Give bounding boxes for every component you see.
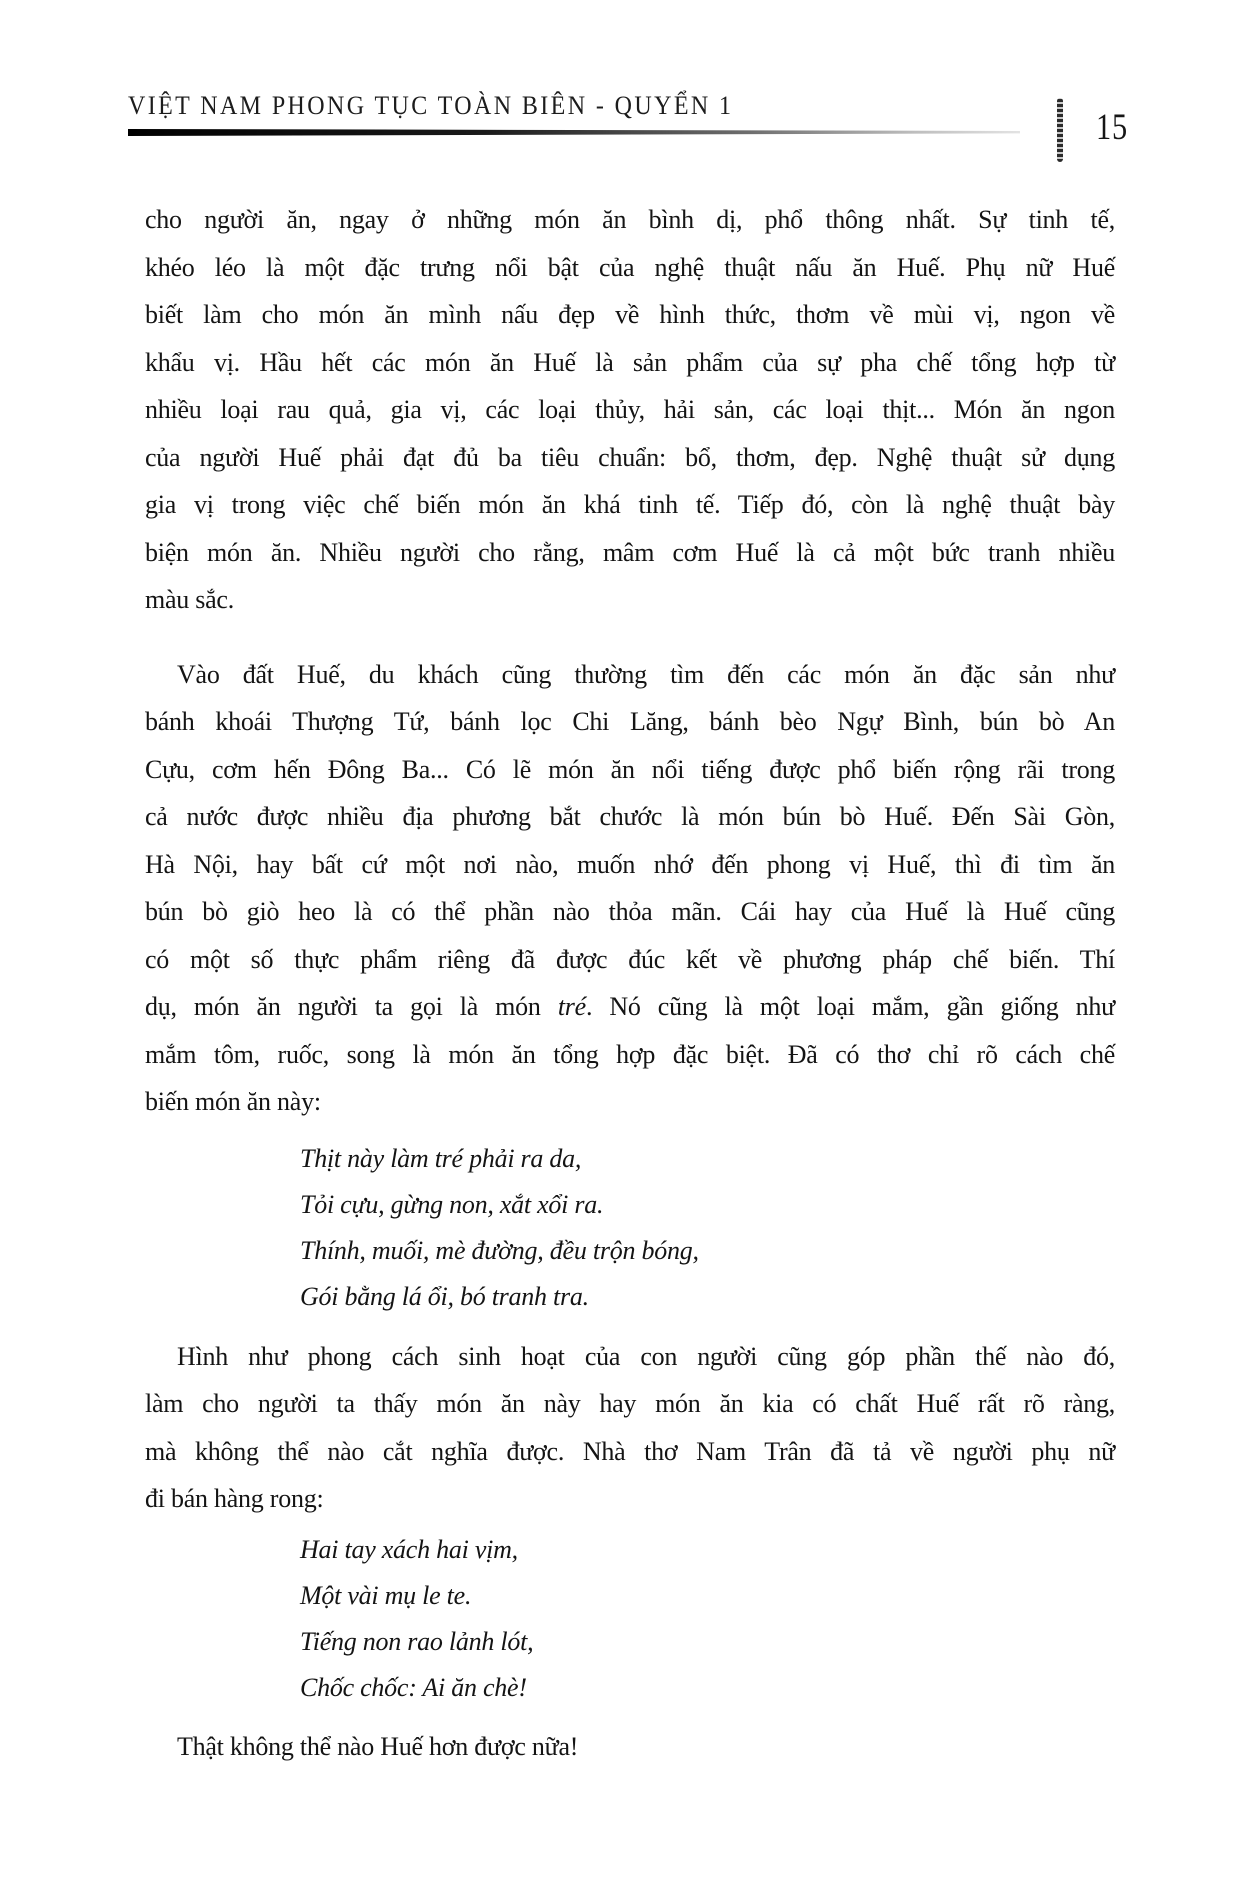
text-line	[145, 983, 1115, 1031]
text-line: cho người ăn, ngay ở những món ăn bình dị, phổ thông nhất. Sự tinh tế,	[145, 205, 1115, 234]
text-line: gia vị trong việc chế biến món ăn khá tinh tế. Tiếp đó, còn là nghệ thuật bày	[145, 490, 1115, 519]
text-line: mà không thể nào cắt nghĩa được. Nhà thơ Nam Trân đã tả về người phụ nữ	[145, 1436, 1115, 1466]
text-line: Tiếng non rao lảnh lót,	[300, 1626, 534, 1656]
poem-tre-recipe	[145, 1136, 1115, 1320]
text-line: biện món ăn. Nhiều người cho rằng, mâm cơm Huế là cả một bức tranh nhiều	[145, 537, 1115, 567]
paragraph-continuation	[145, 196, 1115, 624]
text-line: mắm tôm, ruốc, song là món ăn tổng hợp đặc biệt. Đã có thơ chỉ rõ cách chế	[145, 1039, 1115, 1069]
paragraph	[145, 651, 1115, 1126]
text-line: biết làm cho món ăn mình nấu đẹp về hình thức, thơm về mùi vị, ngon về	[145, 300, 1115, 329]
paragraph	[145, 1333, 1115, 1523]
text-segment: . Nó cũng là một loại mắm, gần giống như	[585, 992, 1115, 1021]
text-line: đi bán hàng rong:	[145, 1484, 324, 1513]
page-number: 15	[1096, 107, 1128, 148]
text-line: Thính, muối, mè đường, đều trộn bóng,	[300, 1235, 699, 1265]
italic-term: tré	[557, 992, 586, 1021]
text-line: nhiều loại rau quả, gia vị, các loại thủy, hải sản, các loại thịt... Món ăn ngon	[145, 395, 1115, 424]
text-line: Gói bằng lá ổi, bó tranh tra.	[300, 1281, 589, 1311]
text-line: màu sắc.	[145, 585, 234, 614]
text-line: Chốc chốc: Ai ăn chè!	[300, 1672, 527, 1702]
closing-paragraph	[145, 1723, 1115, 1771]
text-line: biến món ăn này:	[145, 1087, 321, 1116]
text-line: có một số thực phẩm riêng đã được đúc kết về phương pháp chế biến. Thí	[145, 944, 1115, 974]
text-segment: dụ, món ăn người ta gọi là món	[145, 992, 558, 1021]
text-line: Tỏi cựu, gừng non, xắt xổi ra.	[300, 1189, 604, 1219]
text-line: Hình như phong cách sinh hoạt của con người cũng góp phần thế nào đó,	[177, 1341, 1115, 1371]
text-line: làm cho người ta thấy món ăn này hay món ăn kia có chất Huế rất rõ ràng,	[145, 1389, 1115, 1418]
text-line: Thịt này làm tré phải ra da,	[300, 1143, 582, 1173]
poem-street-vendor	[145, 1527, 1115, 1711]
header-rule	[128, 129, 1020, 136]
header-divider-bar	[1057, 98, 1063, 162]
running-title: VIỆT NAM PHONG TỤC TOÀN BIÊN - QUYỂN 1	[128, 91, 734, 121]
text-line: cả nước được nhiều địa phương bắt chước là món bún bò Huế. Đến Sài Gòn,	[145, 802, 1115, 831]
text-line: khéo léo là một đặc trưng nổi bật của nghệ thuật nấu ăn Huế. Phụ nữ Huế	[145, 252, 1115, 282]
text-line: bún bò giò heo là có thể phần nào thỏa mãn. Cái hay của Huế là Huế cũng	[145, 897, 1115, 926]
text-line: bánh khoái Thượng Tứ, bánh lọc Chi Lăng, bánh bèo Ngự Bình, bún bò An	[145, 707, 1115, 736]
page-body	[145, 196, 1115, 1770]
text-line: của người Huế phải đạt đủ ba tiêu chuẩn: bổ, thơm, đẹp. Nghệ thuật sử dụng	[145, 442, 1115, 472]
text-line: Một vài mụ le te.	[300, 1580, 472, 1610]
page-header	[128, 92, 1020, 136]
text-line: khẩu vị. Hầu hết các món ăn Huế là sản phẩm của sự pha chế tổng hợp từ	[145, 347, 1115, 377]
text-line: Cựu, cơm hến Đông Ba... Có lẽ món ăn nổi tiếng được phổ biến rộng rãi trong	[145, 754, 1115, 784]
text-line: Hai tay xách hai vịm,	[300, 1534, 518, 1564]
text-line: Hà Nội, hay bất cứ một nơi nào, muốn nhớ đến phong vị Huế, thì đi tìm ăn	[145, 849, 1115, 879]
text-line: Thật không thể nào Huế hơn được nữa!	[177, 1731, 579, 1761]
text-line: Vào đất Huế, du khách cũng thường tìm đến các món ăn đặc sản như	[177, 659, 1115, 689]
